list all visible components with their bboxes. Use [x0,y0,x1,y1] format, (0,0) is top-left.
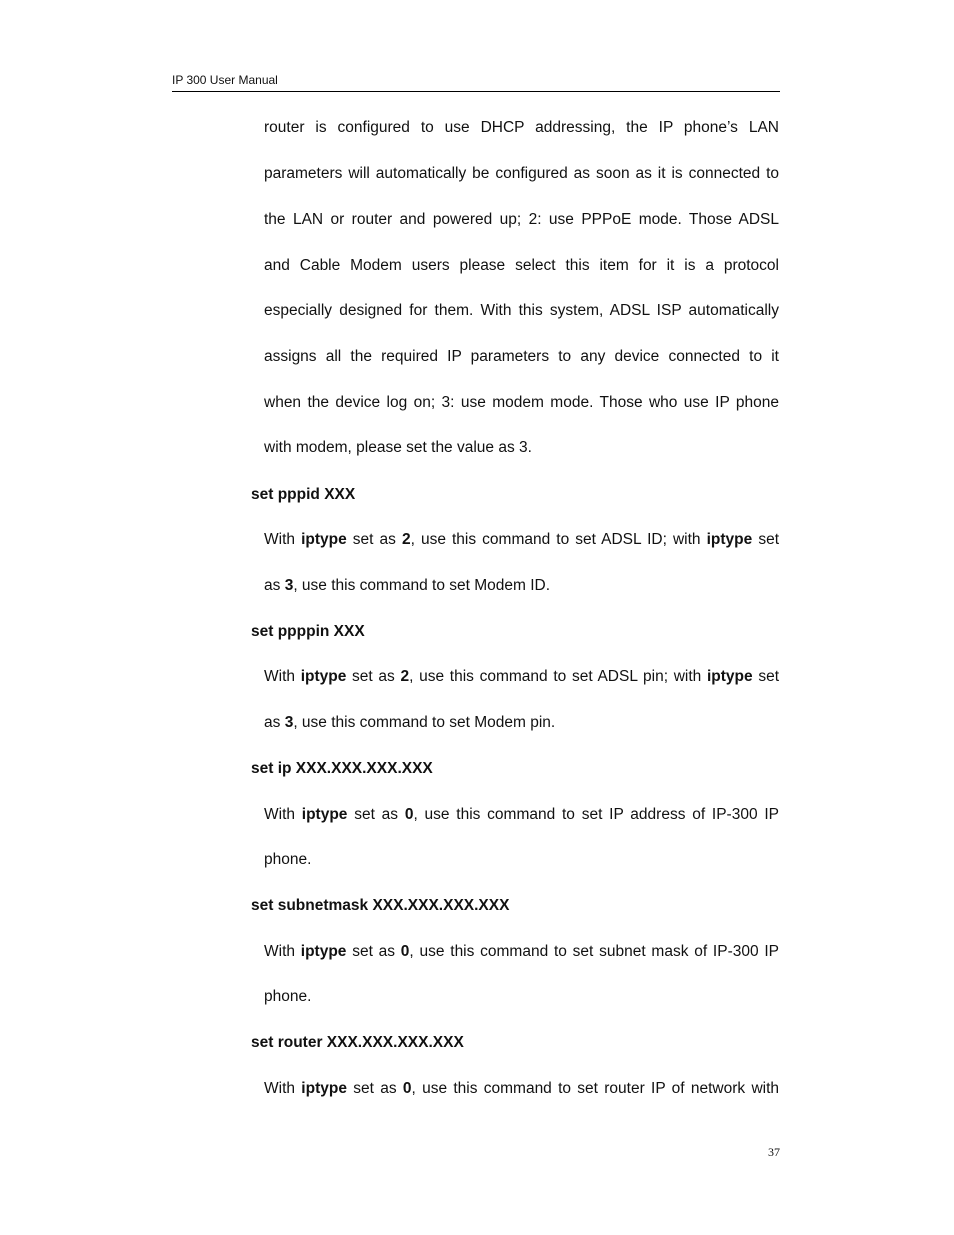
page-header [172,73,780,92]
text: phone. [264,988,312,1005]
intro-line: router is configured to use DHCP addressing, the IP phone’s LAN [264,119,779,136]
intro-line: parameters will automatically be configured as soon as it is connected to [264,165,779,182]
text: phone. [264,851,312,868]
text: With [264,668,301,685]
text: With [264,1080,302,1097]
bold-term: 0 [402,1080,412,1097]
bold-term: iptype [706,531,753,548]
bold-term: 0 [400,943,410,960]
text: , use this command to set IP address of IP-300 IP [413,806,780,823]
text: set [752,531,780,548]
text: With [264,531,302,548]
pppid-desc-line1 [264,530,779,550]
header-title: IP 300 User Manual [172,73,278,87]
text: , use this command to set subnet mask of IP-300 IP [409,943,780,960]
command-heading-subnetmask: set subnetmask XXX.XXX.XXX.XXX [251,897,510,914]
bold-term: 2 [400,668,410,685]
ip-desc-line2 [264,850,779,870]
text: set as [346,1080,403,1097]
text: , use this command to set ADSL ID; with [410,531,707,548]
command-heading-ip: set ip XXX.XXX.XXX.XXX [251,760,433,777]
command-heading-router: set router XXX.XXX.XXX.XXX [251,1034,464,1051]
bold-term: iptype [300,668,347,685]
bold-term: 3 [284,714,294,731]
intro-line: the LAN or router and powered up; 2: use PPPoE mode. Those ADSL [264,211,779,228]
ip-desc-line1 [264,805,779,825]
text: as [264,577,285,594]
intro-line: especially designed for them. With this system, ADSL ISP automatically [264,302,779,319]
bold-term: 0 [404,806,414,823]
text: , use this command to set ADSL pin; with [409,668,707,685]
bold-term: 2 [401,531,411,548]
text: , use this command to set router IP of network with [411,1080,780,1097]
text: , use this command to set Modem pin. [293,714,556,731]
subnetmask-desc-line1 [264,942,779,962]
intro-line: with modem, please set the value as 3. [264,439,532,456]
page-number: 37 [768,1145,780,1159]
text: set as [346,531,402,548]
text: set as [346,943,401,960]
ppppin-desc-line2 [264,713,779,733]
ppppin-desc-line1 [264,667,779,687]
text: , use this command to set Modem ID. [293,577,551,594]
bold-term: iptype [300,943,347,960]
command-heading-ppppin: set ppppin XXX [251,623,365,640]
bold-term: iptype [707,668,753,685]
intro-line: and Cable Modem users please select this item for it is a protocol [264,257,779,274]
bold-term: iptype [301,806,348,823]
intro-line: when the device log on; 3: use modem mode. Those who use IP phone [264,394,779,411]
text: With [264,806,302,823]
text: set as [346,668,401,685]
command-heading-pppid: set pppid XXX [251,486,356,503]
text: set [752,668,780,685]
subnetmask-desc-line2 [264,987,779,1007]
pppid-desc-line2 [264,576,779,596]
bold-term: iptype [301,1080,347,1097]
router-desc-line1 [264,1079,779,1099]
text: set as [347,806,405,823]
bold-term: iptype [301,531,347,548]
intro-line: assigns all the required IP parameters to any device connected to it [264,348,779,365]
text: With [264,943,301,960]
bold-term: 3 [284,577,294,594]
text: as [264,714,285,731]
